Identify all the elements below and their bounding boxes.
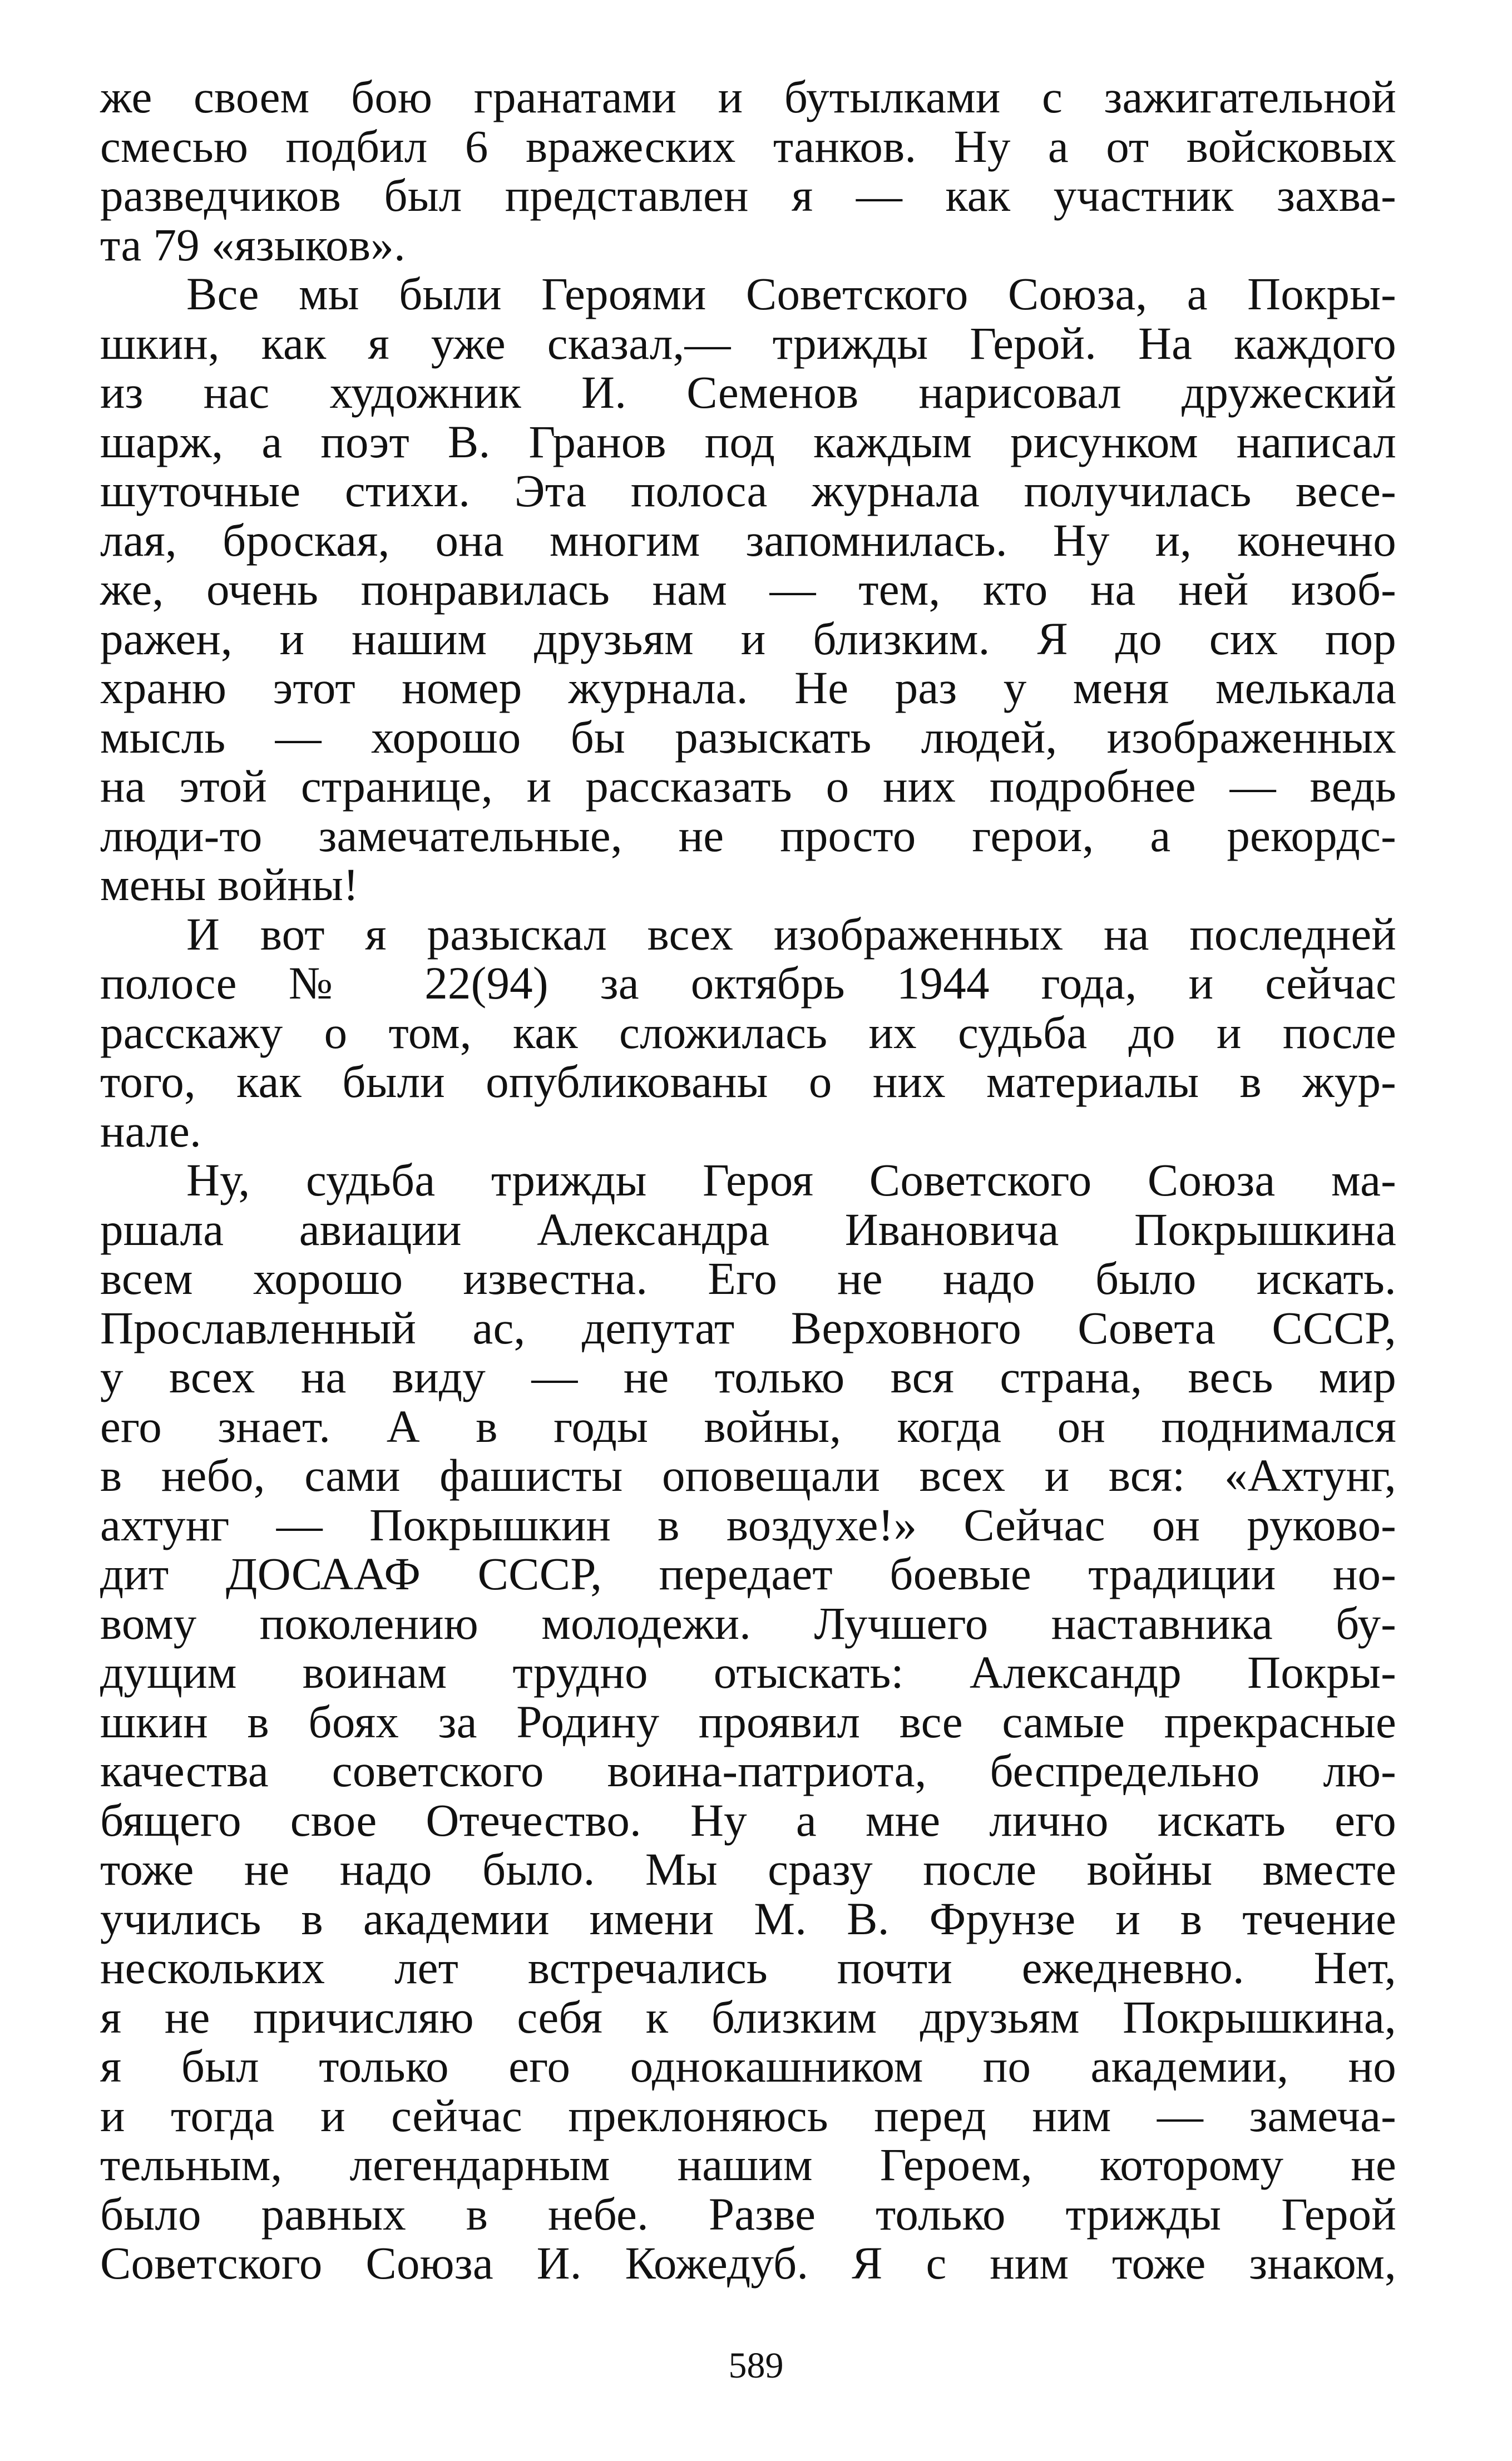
text-line: шкин в боях за Родину проявил все самые прекрасные xyxy=(100,1696,1396,1747)
text-line: качества советского воина-патриота, беспредельно лю- xyxy=(100,1745,1396,1796)
text-line: на этой странице, и рассказать о них подробнее — ведь xyxy=(100,760,1396,812)
text-line: лая, броская, она многим запомнилась. Ну и, конечно xyxy=(100,514,1396,566)
text-line: я был только его однокашником по академии, но xyxy=(100,2040,1396,2092)
text-line: Ну, судьба трижды Героя Советского Союза ма- xyxy=(186,1154,1396,1205)
text-line: шарж, а поэт В. Гранов под каждым рисунком написал xyxy=(100,416,1396,467)
text-line: разведчиков был представлен я — как участник захва- xyxy=(100,170,1396,221)
text-line: учились в академии имени М. В. Фрунзе и в течение xyxy=(100,1892,1396,1944)
text-line: того, как были опубликованы о них материалы в жур- xyxy=(100,1056,1396,1107)
text-line: мысль — хорошо бы разыскать людей, изображенных xyxy=(100,711,1396,763)
text-line: бящего свое Отечество. Ну а мне лично искать его xyxy=(100,1794,1396,1846)
text-line: дит ДОСААФ СССР, передает боевые традиции но- xyxy=(100,1548,1396,1599)
text-line: я не причисляю себя к близким друзьям Покрышкина, xyxy=(100,1991,1396,2043)
text-line: расскажу о том, как сложилась их судьба до и после xyxy=(100,1006,1396,1058)
text-line: было равных в небе. Разве только трижды Герой xyxy=(100,2188,1396,2240)
text-line: тельным, легендарным нашим Героем, которому не xyxy=(100,2139,1396,2190)
text-line: полосе № 22(94) за октябрь 1944 года, и сейчас xyxy=(100,957,1396,1009)
text-line: Советского Союза И. Кожедуб. Я с ним тоже знаком, xyxy=(100,2237,1396,2289)
text-line: тоже не надо было. Мы сразу после войны вместе xyxy=(100,1844,1396,1895)
text-line: нале. xyxy=(100,1105,201,1157)
body-text xyxy=(100,72,1396,2288)
text-line: И вот я разыскал всех изображенных на последней xyxy=(186,908,1396,960)
text-line: мены войны! xyxy=(100,859,359,910)
text-line: вому поколению молодежи. Лучшего наставника бу- xyxy=(100,1597,1396,1649)
text-line: всем хорошо известна. Его не надо было искать. xyxy=(100,1253,1396,1304)
page-number: 589 xyxy=(728,2345,784,2386)
text-line: ахтунг — Покрышкин в воздухе!» Сейчас он руково- xyxy=(100,1499,1396,1550)
text-line: Все мы были Героями Советского Союза, а Покры- xyxy=(186,268,1396,319)
text-line: та 79 «языков». xyxy=(100,219,406,270)
text-line: у всех на виду — не только вся страна, весь мир xyxy=(100,1351,1396,1402)
text-line: и тогда и сейчас преклоняюсь перед ним — замеча- xyxy=(100,2089,1396,2141)
text-line: храню этот номер журнала. Не раз у меня мелькала xyxy=(100,662,1396,713)
text-line: нескольких лет встречались почти ежедневно. Нет, xyxy=(100,1942,1396,1993)
text-line: ршала авиации Александра Ивановича Покрышкина xyxy=(100,1203,1396,1255)
text-line: смесью подбил 6 вражеских танков. Ну а от войсковых xyxy=(100,120,1396,172)
text-line: люди-то замечательные, не просто герои, а рекордс- xyxy=(100,809,1396,861)
text-line: же, очень понравилась нам — тем, кто на ней изоб- xyxy=(100,564,1396,615)
text-line: же своем бою гранатами и бутылками с зажигательной xyxy=(100,71,1396,122)
text-line: его знает. А в годы войны, когда он поднимался xyxy=(100,1400,1396,1452)
text-line: шуточные стихи. Эта полоса журнала получилась весе- xyxy=(100,465,1396,516)
text-line: ражен, и нашим друзьям и близким. Я до сих пор xyxy=(100,612,1396,664)
text-line: из нас художник И. Семенов нарисовал дружеский xyxy=(100,367,1396,418)
text-line: дущим воинам трудно отыскать: Александр Покры- xyxy=(100,1647,1396,1698)
text-line: в небо, сами фашисты оповещали всех и вся: «Ахтунг, xyxy=(100,1450,1396,1501)
text-line: шкин, как я уже сказал,— трижды Герой. На каждого xyxy=(100,317,1396,369)
text-line: Прославленный ас, депутат Верховного Совета СССР, xyxy=(100,1302,1396,1353)
